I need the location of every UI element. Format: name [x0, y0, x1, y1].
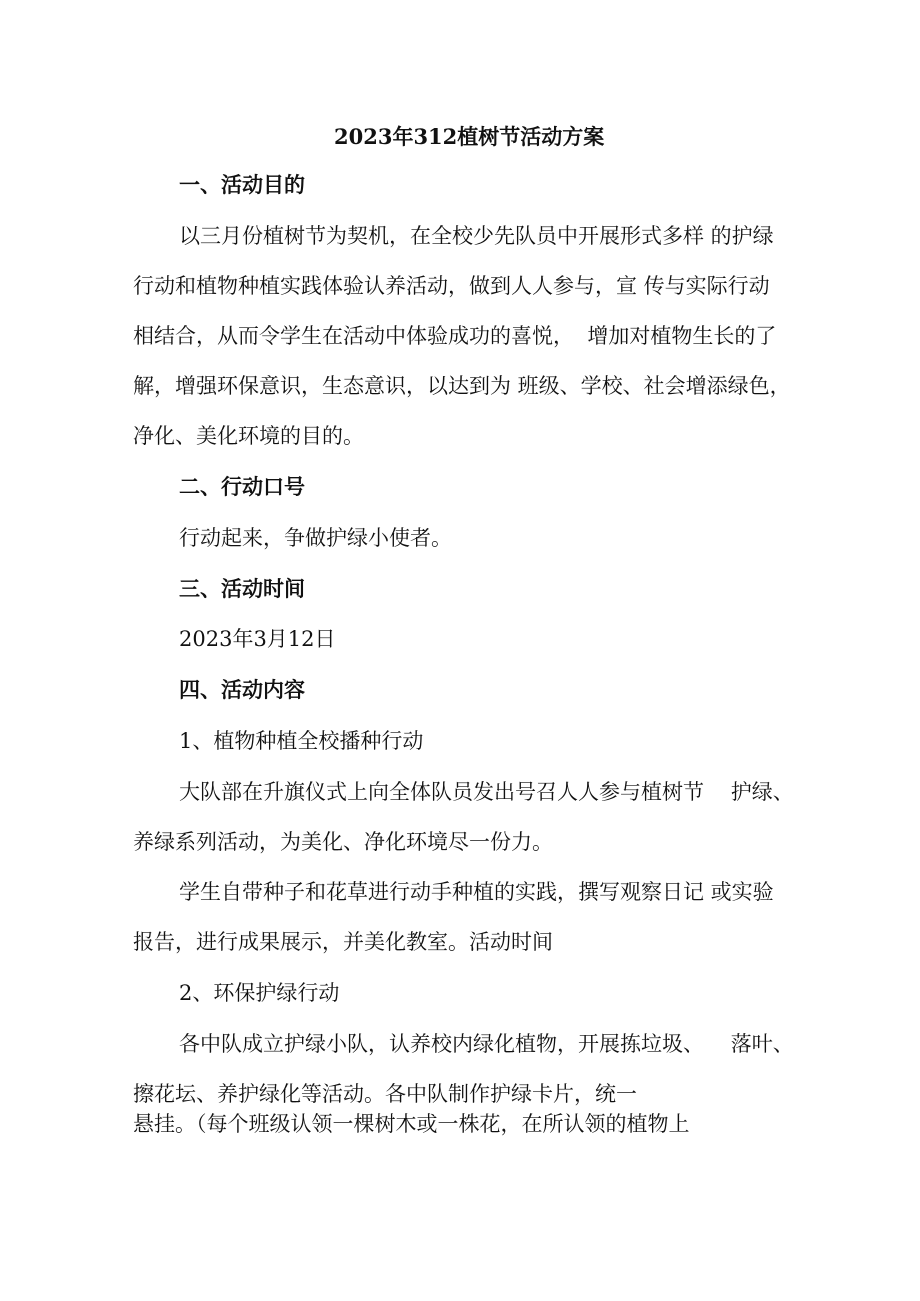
paragraph-line: 报告，进行成果展示，并美化教室。活动时间 [133, 930, 553, 954]
paragraph-line: 相结合，从而令学生在活动中体验成功的喜悦， 增加对植物生长的了 [133, 324, 777, 348]
paragraph-line: 擦花坛、养护绿化等活动。各中队制作护绿卡片，统一 [133, 1082, 637, 1106]
paragraph-line: 解，增强环保意识，生态意识，以达到为 班级、学校、社会增添绿色， [133, 374, 791, 398]
paragraph-line: 各中队成立护绿小队，认养校内绿化植物，开展拣垃圾、 落叶、 [179, 1032, 794, 1056]
section-heading-slogan: 二、行动口号 [179, 474, 305, 499]
paragraph-line: 大队部在升旗仪式上向全体队员发出号召人人参与植树节 护绿、 [179, 780, 794, 804]
paragraph-line: 行动和植物种植实践体验认养活动，做到人人参与，宣 传与实际行动 [133, 274, 770, 298]
paragraph-line: 养绿系列活动，为美化、净化环境尽一份力。 [133, 830, 553, 854]
section-heading-time: 三、活动时间 [179, 576, 305, 601]
slogan-text: 行动起来，争做护绿小使者。 [179, 526, 452, 550]
paragraph-line: 学生自带种子和花草进行动手种植的实践，撰写观察日记 或实验 [179, 880, 774, 904]
item-title-planting: 1、植物种植全校播种行动 [179, 729, 424, 753]
activity-date: 2023年3月12日 [179, 627, 336, 651]
paragraph-line: 以三月份植树节为契机，在全校少先队员中开展形式多样 的护绿 [179, 224, 774, 248]
paragraph-line: 悬挂。（每个班级认领一棵树木或一株花，在所认领的植物上 [133, 1112, 690, 1136]
item-title-green-protection: 2、环保护绿行动 [179, 981, 340, 1005]
section-heading-purpose: 一、活动目的 [179, 172, 305, 197]
document-title: 2023年312植树节活动方案 [334, 124, 605, 149]
paragraph-line: 净化、美化环境的目的。 [133, 424, 364, 448]
section-heading-content: 四、活动内容 [179, 677, 305, 702]
